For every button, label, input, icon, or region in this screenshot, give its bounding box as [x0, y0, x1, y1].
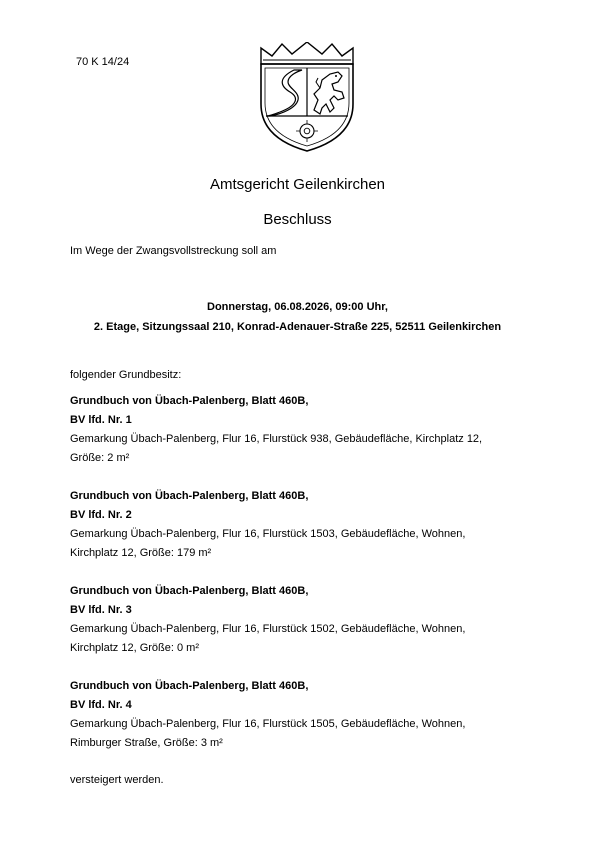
- property-entry: [70, 392, 540, 487]
- parcel-description-cont: Rimburger Straße, Größe: 3 m²: [70, 737, 223, 749]
- property-list: [70, 392, 540, 772]
- property-entry: [70, 582, 540, 677]
- grundbuch-heading: Grundbuch von Übach-Palenberg, Blatt 460B,: [70, 395, 309, 407]
- court-name: Amtsgericht Geilenkirchen: [209, 176, 386, 193]
- parcel-description: Gemarkung Übach-Palenberg, Flur 16, Flurstück 1503, Gebäudefläche, Wohnen,: [70, 528, 466, 540]
- grundbuch-heading: Grundbuch von Übach-Palenberg, Blatt 460B,: [70, 680, 309, 692]
- property-entry: [70, 487, 540, 582]
- intro-text: Im Wege der Zwangsvollstreckung soll am: [70, 245, 277, 257]
- bv-number: BV lfd. Nr. 4: [70, 699, 132, 711]
- parcel-description-cont: Kirchplatz 12, Größe: 179 m²: [70, 547, 212, 559]
- grundbuch-heading: Grundbuch von Übach-Palenberg, Blatt 460B,: [70, 490, 309, 502]
- case-number: 70 K 14/24: [76, 56, 130, 68]
- bv-number: BV lfd. Nr. 1: [70, 414, 132, 426]
- parcel-description-cont: Kirchplatz 12, Größe: 0 m²: [70, 642, 199, 654]
- bv-number: BV lfd. Nr. 3: [70, 604, 132, 616]
- nrw-coat-of-arms-icon: [256, 42, 358, 152]
- grundbuch-heading: Grundbuch von Übach-Palenberg, Blatt 460B,: [70, 585, 309, 597]
- property-intro: folgender Grundbesitz:: [70, 369, 182, 381]
- closing-text: versteigert werden.: [70, 774, 164, 786]
- property-entry: [70, 677, 540, 772]
- parcel-description: Gemarkung Übach-Palenberg, Flur 16, Flurstück 1505, Gebäudefläche, Wohnen,: [70, 718, 466, 730]
- bv-number: BV lfd. Nr. 2: [70, 509, 132, 521]
- hearing-date-time: Donnerstag, 06.08.2026, 09:00 Uhr,: [207, 301, 388, 313]
- parcel-description-cont: Größe: 2 m²: [70, 452, 130, 464]
- document-title: Beschluss: [263, 211, 332, 228]
- hearing-location: 2. Etage, Sitzungssaal 210, Konrad-Adenauer-Straße 225, 52511 Geilenkirchen: [93, 321, 502, 333]
- hearing-details: [0, 297, 595, 337]
- parcel-description: Gemarkung Übach-Palenberg, Flur 16, Flurstück 1502, Gebäudefläche, Wohnen,: [70, 623, 466, 635]
- parcel-description: Gemarkung Übach-Palenberg, Flur 16, Flurstück 938, Gebäudefläche, Kirchplatz 12,: [70, 433, 483, 445]
